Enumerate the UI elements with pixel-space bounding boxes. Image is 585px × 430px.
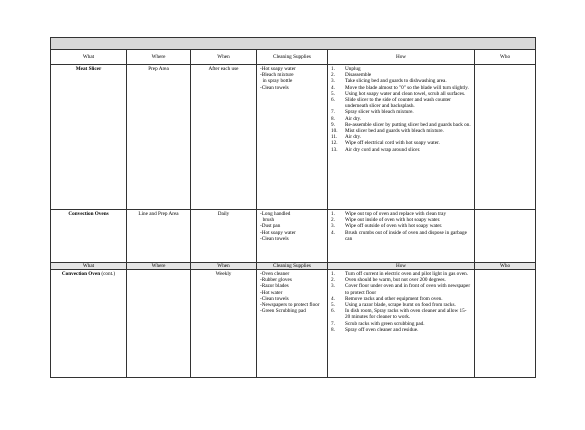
step-text: Air dry. bbox=[345, 115, 362, 122]
header-what: What bbox=[51, 263, 127, 270]
header-where: Where bbox=[127, 263, 191, 270]
row-how bbox=[328, 65, 475, 210]
step-number: 5. bbox=[331, 90, 335, 97]
supply-item: -Hot soapy water bbox=[260, 229, 296, 236]
supply-item: -Clean towels bbox=[260, 84, 289, 91]
header-who: Who bbox=[475, 263, 536, 270]
how-steps-list bbox=[331, 66, 471, 153]
step-number: 11. bbox=[331, 134, 338, 141]
step-text: Remove racks and other equipment from oven. bbox=[345, 295, 443, 302]
step-text: Unplug bbox=[345, 66, 361, 72]
step-number: 6. bbox=[331, 97, 335, 104]
step-number: 8. bbox=[331, 326, 335, 333]
header-supplies: Cleaning Supplies bbox=[257, 50, 328, 65]
step-number: 12. bbox=[331, 140, 338, 147]
step-number: 1. bbox=[331, 66, 335, 72]
table-row bbox=[51, 65, 536, 210]
header-when: When bbox=[191, 50, 257, 65]
continued-suffix: (cont.) bbox=[101, 271, 116, 277]
supply-item: -Bleach mixture bbox=[260, 72, 294, 79]
repeated-header-row bbox=[51, 263, 536, 270]
supply-item: -Hot soapy water bbox=[260, 66, 296, 72]
step-text: In dish room, Spray racks with oven cleaner and allow 15-20 minutes for cleaner to work. bbox=[345, 308, 467, 321]
supply-item: -Green Scrubbing pad bbox=[260, 308, 306, 315]
step-number: 8. bbox=[331, 115, 335, 122]
step-number: 7. bbox=[331, 109, 335, 116]
step-text: Wipe off electrical cord with hot soapy water. bbox=[345, 140, 440, 147]
supply-item: brush bbox=[260, 217, 275, 224]
supply-item: -Long handled bbox=[260, 211, 291, 217]
list-item bbox=[331, 147, 471, 153]
table-row bbox=[51, 270, 536, 378]
step-text: Oven should be warm, but not over 200 degrees. bbox=[345, 277, 446, 284]
step-text: Spray slicer with bleach mixture. bbox=[345, 109, 414, 116]
supply-item: -Dust pan bbox=[260, 223, 281, 230]
step-text: Wipe out top of oven and replace with clean tray bbox=[345, 211, 447, 217]
supply-item: -Clean towels bbox=[260, 235, 289, 242]
step-number: 4. bbox=[331, 295, 335, 302]
step-number: 3. bbox=[331, 78, 335, 85]
how-steps-list bbox=[331, 271, 471, 333]
step-number: 5. bbox=[331, 302, 335, 309]
header-row bbox=[51, 50, 536, 65]
row-supplies bbox=[257, 270, 328, 378]
step-text: Re-assemble slicer by putting slicer bed and guards back on. bbox=[345, 121, 471, 128]
how-steps-list bbox=[331, 211, 471, 242]
supply-item: -Rubber gloves bbox=[260, 277, 292, 284]
step-number: 3. bbox=[331, 283, 335, 290]
step-text: Mist slicer bed and guards with bleach mixture. bbox=[345, 128, 444, 135]
supply-item: -Newspapers to protect floor bbox=[260, 302, 320, 309]
step-text: Air dry cord and wrap around slicer. bbox=[345, 146, 421, 153]
supply-item: in spray bottle bbox=[260, 78, 293, 85]
row-supplies bbox=[257, 65, 328, 210]
row-where: Line and Prep Area bbox=[127, 210, 191, 263]
step-text: Scrub racks with green scrubbing pad. bbox=[345, 320, 425, 327]
step-number: 6. bbox=[331, 308, 335, 315]
step-text: Spray off oven cleaner and residue. bbox=[345, 326, 419, 333]
step-text: Cover floor under oven and in front of oven with newspaper to protect floor bbox=[345, 283, 471, 296]
step-text: Slide slicer to the side of counter and wash counter underneath slicer and backsplash. bbox=[345, 97, 451, 110]
step-number: 1. bbox=[331, 271, 335, 277]
row-where bbox=[127, 270, 191, 378]
header-what: What bbox=[51, 50, 127, 65]
list-item bbox=[331, 230, 471, 242]
row-where: Prep Area bbox=[127, 65, 191, 210]
step-text: Take slicing bed and guards to dishwashing area. bbox=[345, 78, 447, 85]
row-what: Convection Ovens bbox=[51, 210, 127, 263]
cleaning-schedule-table bbox=[50, 37, 536, 378]
step-text: Disassemble bbox=[345, 72, 372, 79]
step-text: Turn off current in electric oven and pilot light in gas oven. bbox=[345, 271, 469, 277]
step-text: Using hot soapy water and clean towel, scrub all surfaces. bbox=[345, 90, 466, 97]
step-text: Move the blade almost to "0" so the blade will turn slightly. bbox=[345, 84, 469, 91]
row-who bbox=[475, 65, 536, 210]
header-when: When bbox=[191, 263, 257, 270]
step-number: 2. bbox=[331, 217, 335, 224]
list-item bbox=[331, 97, 471, 109]
header-where: Where bbox=[127, 50, 191, 65]
supply-item: -Clean towels bbox=[260, 295, 289, 302]
supply-item: -Razor blades bbox=[260, 283, 289, 290]
step-number: 3. bbox=[331, 223, 335, 230]
row-how bbox=[328, 270, 475, 378]
step-number: 4. bbox=[331, 229, 335, 236]
step-number: 13. bbox=[331, 146, 338, 153]
step-number: 7. bbox=[331, 320, 335, 327]
list-item bbox=[331, 308, 471, 320]
step-text: Wipe out inside of oven with hot soapy water. bbox=[345, 217, 441, 224]
header-who: Who bbox=[475, 50, 536, 65]
row-what: Convection Oven (cont.) bbox=[51, 270, 127, 378]
step-text: Wipe off outside of oven with hot soapy water. bbox=[345, 223, 443, 230]
table-row bbox=[51, 210, 536, 263]
step-text: Using a razor blade, scrape burnt on food from racks. bbox=[345, 302, 456, 309]
step-number: 1. bbox=[331, 211, 335, 217]
supply-item: -Hot water bbox=[260, 289, 283, 296]
step-text: Brush crumbs out of inside of oven and dispose in garbage can bbox=[345, 229, 467, 242]
row-when: Weekly bbox=[191, 270, 257, 378]
step-number: 10. bbox=[331, 128, 338, 135]
table-top-bar bbox=[51, 38, 536, 50]
list-item bbox=[331, 283, 471, 295]
list-item bbox=[331, 327, 471, 333]
header-how: How bbox=[328, 50, 475, 65]
row-how bbox=[328, 210, 475, 263]
header-supplies: Cleaning Supplies bbox=[257, 263, 328, 270]
step-number: 2. bbox=[331, 72, 335, 79]
row-supplies bbox=[257, 210, 328, 263]
row-when: Daily bbox=[191, 210, 257, 263]
row-what: Meat Slicer bbox=[51, 65, 127, 210]
step-number: 2. bbox=[331, 277, 335, 284]
row-who bbox=[475, 210, 536, 263]
header-how: How bbox=[328, 263, 475, 270]
row-who bbox=[475, 270, 536, 378]
step-number: 4. bbox=[331, 84, 335, 91]
supply-item: -Oven cleaner bbox=[260, 271, 290, 277]
step-number: 9. bbox=[331, 121, 335, 128]
step-text: Air dry. bbox=[345, 134, 362, 141]
row-when: After each use bbox=[191, 65, 257, 210]
